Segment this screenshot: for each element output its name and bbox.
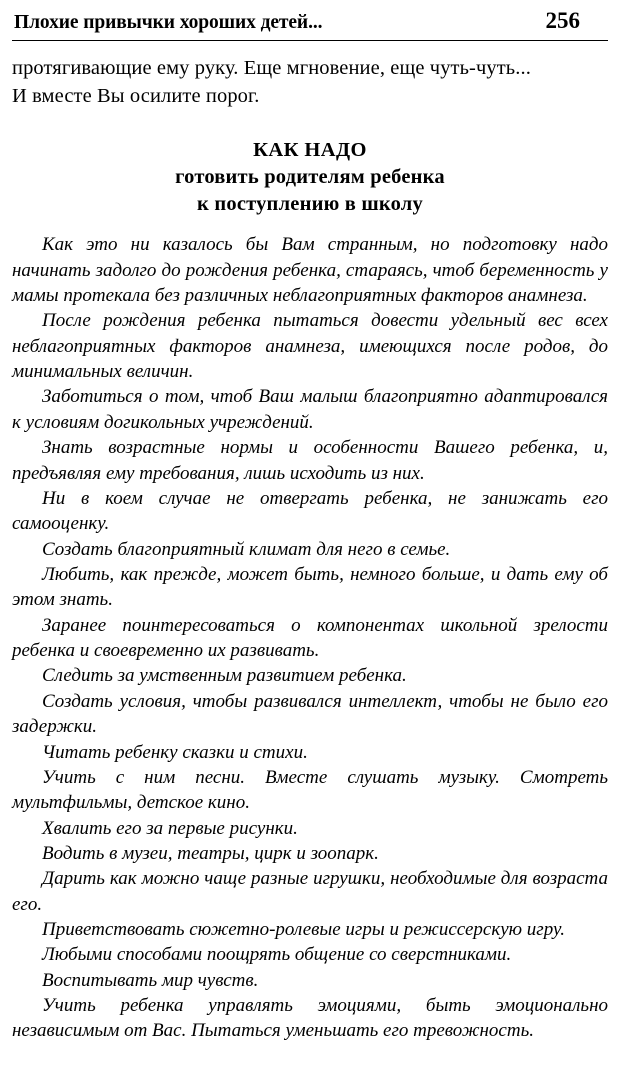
- book-title: Плохие привычки хороших детей...: [14, 12, 323, 33]
- intro-line-2: И вместе Вы осилите порог.: [12, 85, 260, 108]
- header-divider: [12, 40, 608, 41]
- paragraph: Водить в музеи, театры, цирк и зоопарк.: [42, 842, 379, 864]
- paragraph: Заранее поинтересоваться о компонентах школьной зрелости ребенка и своевременно их развивать.: [12, 614, 608, 662]
- paragraph: Создать благоприятный климат для него в семье.: [42, 538, 451, 560]
- body-text: [12, 232, 608, 1044]
- paragraph: Дарить как можно чаще разные игрушки, необходимые для возраста его.: [12, 868, 608, 915]
- paragraph: Любыми способами поощрять общение со сверстниками.: [42, 944, 512, 966]
- section-heading: [12, 137, 608, 219]
- page-number: 256: [545, 8, 580, 33]
- paragraph: Учить ребенка управлять эмоциями, быть эмоционально независимым от Вас. Пытаться уменьшать его тревожность.: [12, 995, 608, 1042]
- paragraph: Хвалить его за первые рисунки.: [42, 817, 298, 839]
- section-heading-line-1: КАК НАДО: [253, 138, 367, 161]
- intro-paragraph: [12, 54, 608, 111]
- paragraph: Ни в коем случае не отвергать ребенка, не занижать его самооценку.: [12, 487, 608, 535]
- paragraph: Знать возрастные нормы и особенности Вашего ребенка, и, предъявляя ему требования, лишь исходить из них.: [12, 437, 608, 484]
- intro-line-1: протягивающие ему руку. Еще мгновение, еще чуть-чуть...: [12, 57, 531, 79]
- section-heading-line-2: готовить родителям ребенка: [175, 165, 445, 188]
- paragraph: После рождения ребенка пытаться довести удельный вес всех неблагоприятных факторов анамнеза, имеющихся после родов, до минимальных величин.: [12, 310, 608, 383]
- paragraph: Как это ни казалось бы Вам странным, но подготовку надо начинать задолго до рождения ребенка, стараясь, чтоб беременность у мамы протекала без различных неблагоприятных факторов анамнеза.: [12, 234, 608, 307]
- paragraph: Любить, как прежде, может быть, немного больше, и дать ему об этом знать.: [12, 563, 608, 611]
- section-heading-line-3: к поступлению в школу: [197, 193, 423, 216]
- paragraph: Приветствовать сюжетно-ролевые игры и режиссерскую игру.: [42, 919, 565, 941]
- paragraph: Заботиться о том, чтоб Ваш малыш благоприятно адаптировался к условиям догикольных учреждений.: [12, 386, 608, 433]
- paragraph: Читать ребенку сказки и стихи.: [42, 741, 308, 763]
- page-header: [12, 8, 608, 34]
- paragraph: Следить за умственным развитием ребенка.: [42, 665, 407, 687]
- paragraph: Воспитывать мир чувств.: [42, 969, 259, 991]
- paragraph: Создать условия, чтобы развивался интеллект, чтобы не было его задержки.: [12, 690, 608, 738]
- paragraph: Учить с ним песни. Вместе слушать музыку. Смотреть мультфильмы, детское кино.: [12, 766, 608, 814]
